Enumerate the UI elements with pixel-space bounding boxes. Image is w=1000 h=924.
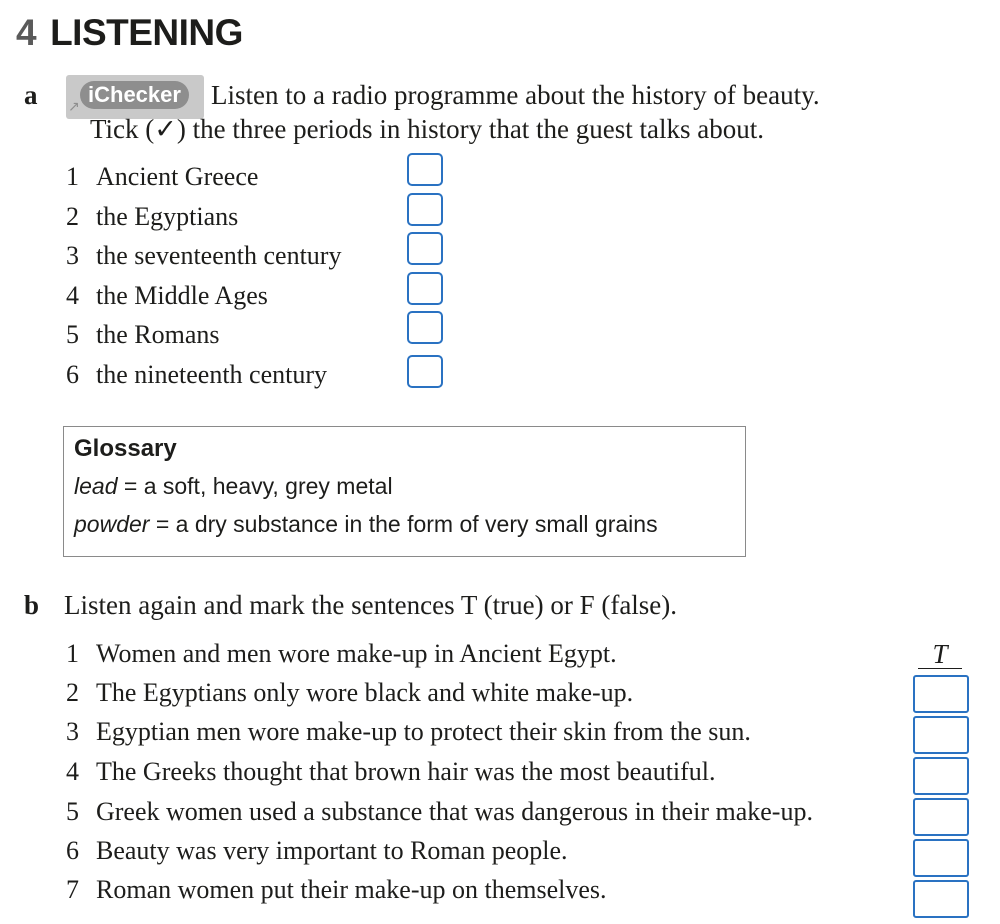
list-item: 4 The Greeks thought that brown hair was the most beautiful. (66, 757, 716, 786)
glossary-entry-lead: lead = a soft, heavy, grey metal (74, 473, 393, 499)
section-heading (16, 12, 243, 54)
list-item: 5 Greek women used a substance that was dangerous in their make-up. (66, 797, 813, 826)
list-item: 2 the Egyptians (66, 202, 239, 231)
list-item: 3 the seventeenth century (66, 241, 342, 270)
part-a-instruction-line2: Tick (✓) the three periods in history that the guest talks about. (90, 114, 765, 144)
answer-box-3[interactable] (913, 716, 969, 754)
glossary-title: Glossary (74, 435, 177, 462)
tick-box-2[interactable] (407, 193, 443, 226)
glossary-entry-powder: powder = a dry substance in the form of very small grains (74, 511, 658, 537)
list-item: 6 the nineteenth century (66, 360, 328, 389)
tick-box-4[interactable] (407, 272, 443, 305)
tick-box-5[interactable] (407, 311, 443, 344)
list-item: 4 the Middle Ages (66, 281, 268, 310)
tick-box-6[interactable] (407, 355, 443, 388)
list-item: 6 Beauty was very important to Roman people. (66, 836, 568, 865)
answer-box-2[interactable] (913, 675, 969, 713)
tick-box-1[interactable] (407, 153, 443, 186)
part-a-letter: a (24, 80, 38, 110)
answer-box-7[interactable] (913, 880, 969, 918)
list-item: 1 Women and men wore make-up in Ancient Egypt. (66, 639, 617, 668)
part-b-instruction: Listen again and mark the sentences T (true) or F (false). (64, 590, 678, 620)
list-item: 3 Egyptian men wore make-up to protect their skin from the sun. (66, 717, 751, 746)
ichecker-label: iChecker (80, 81, 189, 109)
part-b-letter: b (24, 590, 40, 620)
ichecker-button[interactable] (66, 75, 204, 119)
list-item: 7 Roman women put their make-up on themselves. (66, 875, 607, 904)
section-title: LISTENING (50, 12, 243, 53)
list-item: 2 The Egyptians only wore black and white make-up. (66, 678, 634, 707)
cursor-arrow-icon: ↗ (68, 99, 80, 115)
glossary-box (63, 426, 746, 557)
section-number: 4 (16, 12, 37, 53)
example-answer: T (918, 640, 962, 669)
list-item: 5 the Romans (66, 320, 220, 349)
answer-box-6[interactable] (913, 839, 969, 877)
list-item: 1 Ancient Greece (66, 162, 259, 191)
tick-box-3[interactable] (407, 232, 443, 265)
answer-box-4[interactable] (913, 757, 969, 795)
part-a-instruction-line1: Listen to a radio programme about the history of beauty. (211, 80, 820, 110)
answer-box-5[interactable] (913, 798, 969, 836)
